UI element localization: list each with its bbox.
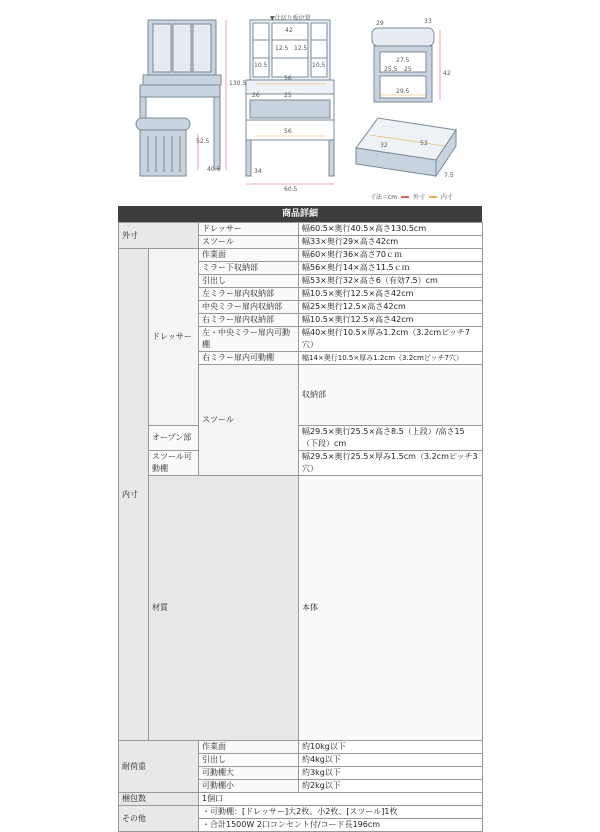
outer-dresser-label: ドレッサー [199,223,299,236]
stool-height-label: 52.5 [196,138,210,145]
table-row [119,793,483,806]
outer-label: 外寸 [413,194,426,201]
load-shelf-large-label: 可動棚大 [199,767,299,780]
open-part-value: 幅29.5×奥行25.5×高さ8.5（上段）/高さ15（下段）cm [299,426,483,451]
table-row [119,741,483,754]
front-shelf-a: 12.5 [275,45,289,52]
unit-label: 寸法＝cm [370,194,398,201]
inner-stool-label: スツール [199,365,299,476]
left-mirror-value: 幅10.5×奥行12.5×高さ42cm [299,288,483,301]
left-mirror-label: 左ミラー扉内収納部 [199,288,299,301]
table-title: 商品詳細 [118,206,482,222]
drawer-value: 幅53×奥行32×高さ6（有効7.5）cm [299,275,483,288]
stool-depth-label: 29 [376,20,384,27]
stool-storage-label: 収納部 [299,365,483,426]
load-work-label: 作業面 [199,741,299,754]
front-shelf-d: 10.5 [312,62,326,69]
outer-swatch [401,196,409,198]
furniture-diagram [0,0,600,202]
front-shelf-b: 12.5 [294,45,308,52]
front-mirror-width: 56 [284,75,292,82]
stool-shelf-1: 27.5 [396,57,410,64]
work-surface-value: 幅60×奥行36×高さ70ｃｍ [299,249,483,262]
stool-shelf-label: スツール可動棚 [149,451,199,476]
table-row [119,223,483,236]
dresser-height-label: 130.5 [229,80,247,87]
other-label: その他 [119,806,199,832]
outer-stool-value: 幅33×奥行29×高さ42cm [299,236,483,249]
front-top-width: 42 [285,27,293,34]
stool-shelf-3: 25 [404,66,412,73]
dresser-side-view [136,20,221,176]
dimension-illustrations [0,0,600,202]
inner-dresser-label: ドレッサー [149,249,199,426]
load-work-value: 約10kg以下 [299,741,483,754]
stool-shelf-value: 幅29.5×奥行25.5×厚み1.5cm（3.2cmピッチ3穴） [299,451,483,476]
drawer-width-label: 53 [420,140,428,147]
outer-dresser-value: 幅60.5×奥行40.5×高さ130.5cm [299,223,483,236]
outer-stool-label: スツール [199,236,299,249]
material-label: 材質 [149,476,299,741]
front-drawer-height: 26 [252,92,260,99]
drawer-label: 引出し [199,275,299,288]
front-side-width: 25 [284,92,292,99]
stool-shelf-2: 25.5 [384,66,398,73]
center-mirror-value: 幅25×奥行12.5×高さ42cm [299,301,483,314]
table-row [119,806,483,819]
work-surface-label: 作業面 [199,249,299,262]
drawer-view [356,118,456,176]
outer-dims-label: 外寸 [119,223,199,249]
table-row [119,249,483,262]
load-drawer-value: 約4kg以下 [299,754,483,767]
other-line-1: ・可動棚：[ドレッサー]大2枚、小2枚、[スツール]1枚 [199,806,483,819]
load-shelf-large-value: 約3kg以下 [299,767,483,780]
drawer-depth-label: 32 [380,142,388,149]
right-movable-value: 幅14×奥行10.5×厚み1.2cm（3.2cmピッチ7穴） [299,352,483,365]
load-drawer-label: 引出し [199,754,299,767]
right-mirror-value: 幅10.5×奥行12.5×高さ42cm [299,314,483,327]
open-part-label: オープン部 [149,426,199,451]
table-row [119,451,483,476]
stool-bottom-label: 29.5 [396,88,410,95]
load-label: 耐荷重 [119,741,199,793]
front-total-width: 60.5 [284,186,298,193]
center-mirror-label: 中央ミラー扉内収納部 [199,301,299,314]
table-row [119,426,483,451]
stool-height-dim: 42 [443,70,451,77]
mirror-storage-value: 幅56×奥行14×高さ11.5ｃｍ [299,262,483,275]
dimension-legend [370,192,453,201]
product-spec-table [118,222,483,832]
movable-shelf-label: 左・中央ミラー扉内可動棚 [199,327,299,352]
front-drawer-width: 56 [284,128,292,135]
inner-dims-label: 内寸 [119,249,149,741]
other-line-2: ・合計1500W 2口コンセント付/コード長196cm [199,819,483,832]
front-shelf-c: 10.5 [254,62,268,69]
mirror-storage-label: ミラー下収納部 [199,262,299,275]
load-shelf-small-value: 約2kg以下 [299,780,483,793]
load-shelf-small-label: 可動棚小 [199,780,299,793]
right-mirror-label: 右ミラー扉内収納部 [199,314,299,327]
drawer-height-label: 7.5 [444,172,454,179]
partition-note: ▼仕切り板位置 [270,15,311,22]
stool-width-label: 33 [424,18,432,25]
inner-swatch [429,196,437,198]
package-value: 1個口 [199,793,483,806]
movable-shelf-value: 幅40×奥行10.5×厚み1.2cm（3.2cmピッチ7穴） [299,327,483,352]
package-label: 梱包数 [119,793,199,806]
inner-label: 内寸 [440,194,453,201]
dresser-depth-label: 40.5 [207,166,221,173]
table-row [119,476,483,741]
right-movable-label: 右ミラー扉内可動棚 [199,352,299,365]
material-body-label: 本体 [299,476,483,741]
front-leg-height: 34 [254,168,262,175]
